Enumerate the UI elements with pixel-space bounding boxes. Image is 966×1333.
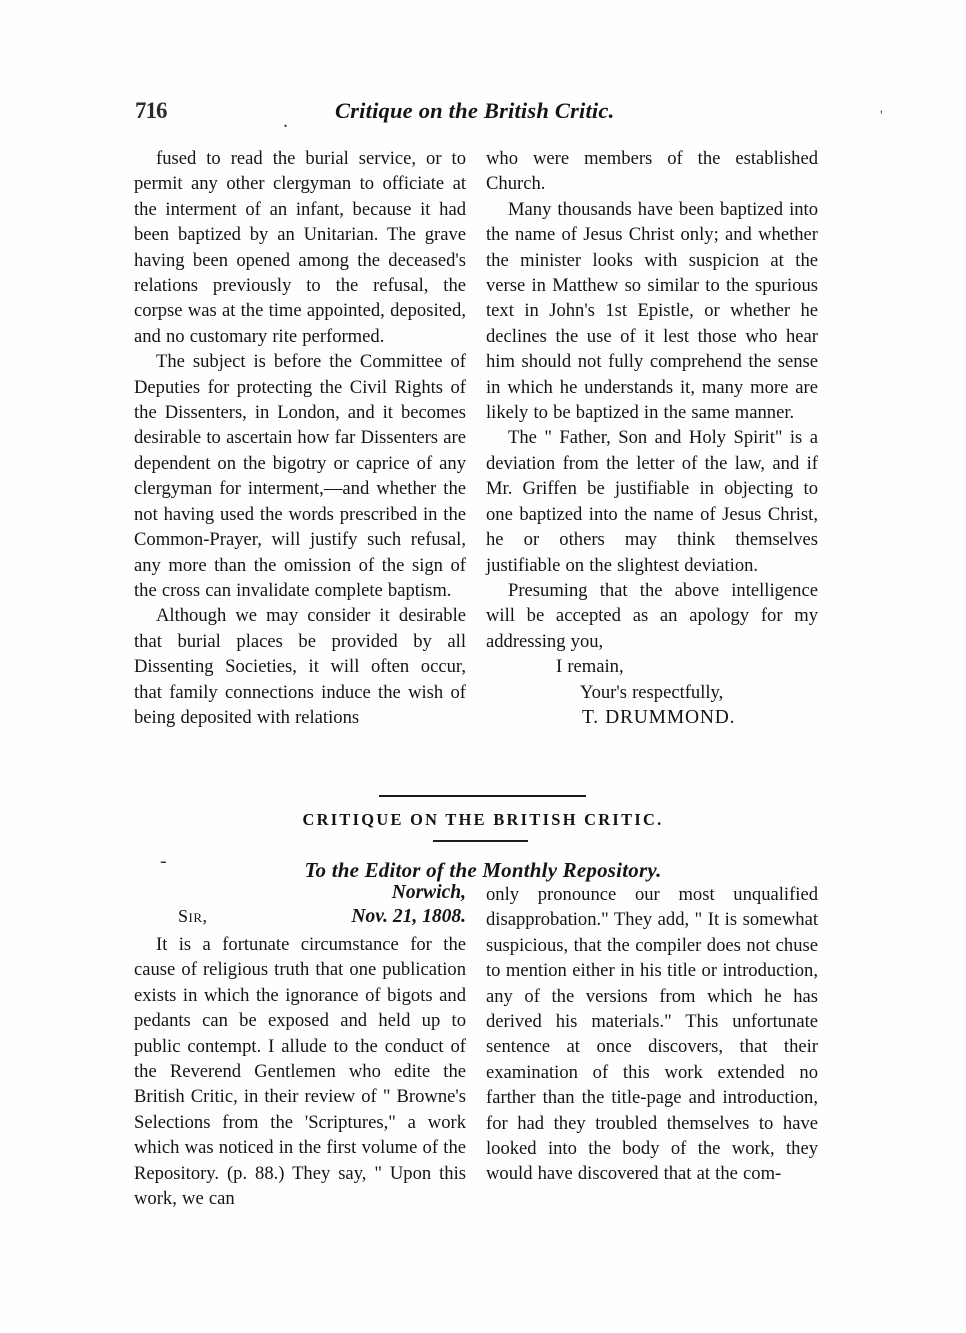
letter-salutation-addressee: To the Editor of the Monthly Repository.: [304, 858, 662, 882]
paragraph: only pronounce our most unqualified disapprobation." They add, " It is somewhat suspicious, that the compiler does not chuse to mention either in his title or introduction, any of the versions from which he has derived his materials." This unfortunate sentence at once discovers, that their examination of this work extended no farther than the title-page and introduction, for had they troubled themselves to have looked into the body of the work, they would have discovered that at the com-: [486, 884, 818, 1185]
paragraph: who were members of the established Church.: [486, 148, 818, 195]
section-heading: CRITIQUE ON THE BRITISH CRITIC.: [302, 810, 664, 829]
letter-signature: T. DRUMMOND.: [582, 706, 736, 728]
header-separator-dot: .: [283, 110, 288, 132]
letter-salutation-sir: Sir,: [178, 906, 208, 926]
page-edge-speck: ': [880, 108, 883, 124]
running-title: Critique on the British Critic.: [335, 98, 615, 123]
column-left-lower: [134, 932, 466, 1211]
closing-line-respectfully: Your's respectfully,: [580, 681, 724, 703]
divider-rule-above-heading: [379, 795, 586, 797]
paragraph: fused to read the burial service, or to permit any other clergyman to officiate at the interment of an infant, because it had been baptized by an Unitarian. The grave having been opened among the deceased's relations previously to the refusal, the corpse was at the time appointed, deposited, and no customary rite performed.: [134, 148, 466, 347]
closing-line-remain: I remain,: [556, 656, 624, 678]
page-folio-number: 716: [135, 98, 167, 123]
column-right-upper: [486, 146, 818, 730]
running-head: [135, 98, 835, 132]
paragraph: It is a fortunate circumstance for the cause of religious truth that one publication exists in which the ignorance of bigots and pedants can be exposed and held up to public contempt. I allude to the conduct of the Reverend Gentlemen who edite the British Critic, in their review of " Browne's Selections from the 'Scriptures," a work which was noticed in the first volume of the Repository. (p. 88.) They say, " Upon this work, we can: [134, 934, 466, 1210]
paragraph: Although we may consider it desirable that burial places be provided by all Dissenting Societies, it will often occur, that family connections induce the wish of being deposited with relations: [134, 605, 466, 728]
column-left-upper: [134, 146, 466, 730]
paragraph: Presuming that the above intelligence will be accepted as an apology for my addressing you,: [486, 579, 818, 652]
paragraph: The " Father, Son and Holy Spirit" is a deviation from the letter of the law, and if Mr. Griffen be justifiable in objecting to one baptized into the name of Jesus Christ, he or others may think themselves justifiable on the slightest deviation.: [486, 427, 818, 576]
divider-rule-below-heading: [433, 840, 528, 842]
paragraph: Many thousands have been baptized into the name of Jesus Christ only; and whether the minister looks with suspicion at the verse in Matthew so similar to the spurious text in John's 1st Epistle, or whether he declines the use of it lest those who hear him should not fully comprehend the sense in which he understands it, many more are likely to be baptized in the same manner.: [486, 198, 818, 424]
letter-place: Norwich,: [391, 882, 466, 903]
column-right-lower: [486, 882, 818, 1187]
letter-date: Nov. 21, 1808.: [351, 906, 466, 927]
margin-mark: -: [160, 850, 167, 872]
paragraph: The subject is before the Committee of Deputies for protecting the Civil Rights of the Dissenters, in London, and it becomes desirable to ascertain how far Dissenters are dependent on the bigotry or caprice of any clergyman for interment,—and whether the not having used the words prescribed in the Common-Prayer, will justify such refusal, any more than the omission of the sign of the cross can invalidate complete baptism.: [134, 351, 466, 601]
